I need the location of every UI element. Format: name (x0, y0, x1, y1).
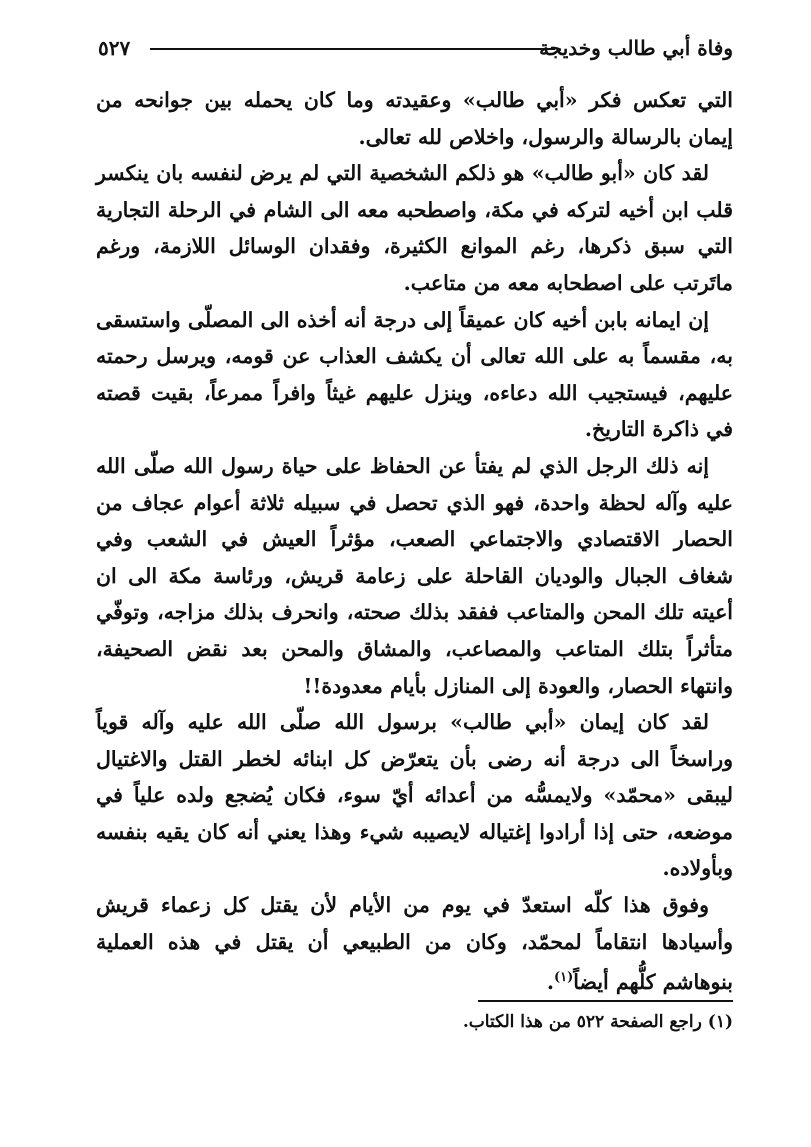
paragraph-6 (96, 887, 733, 1001)
footnote: (١) راجع الصفحة ٥٢٢ من هذا الكتاب. (462, 1012, 733, 1032)
page-header (98, 34, 733, 66)
chapter-title: وفاة أبي طالب وخديجة (539, 36, 733, 60)
paragraph-2: لقد كان «أبو طالب» هو ذلكم الشخصية التي لم يرض لنفسه بان ينكسر قلب ابن أخيه لتركه في مكة، واصطحبه معه الى الشام في الرحلة التجارية التي سبق ذكرها، رغم الموانع الكثيرة، وفقدان الوسائل اللازمة، ورغم ماتَرتب على اصطحابه معه من متاعب. (96, 161, 733, 295)
paragraph-3: إن ايمانه بابن أخيه كان عميقاً إلى درجة أنه أخذه الى المصلّى واستسقى به، مقسماً به على الله تعالى أن يكشف العذاب عن قومه، ويرسل رحمته عليهم، فيستجيب الله دعاءه، وينزل عليهم غيثاً وافراً ممرعاً، بقيت قصته في ذاكرة التاريخ. (96, 307, 733, 442)
paragraph-1: التي تعكس فكر «أبي طالب» وعقيدته وما كان يحمله بين جوانحه من إيمان بالرسالة والرسول، واخلاص لله تعالى. (96, 88, 733, 149)
paragraph-4: إنه ذلك الرجل الذي لم يفتأ عن الحفاظ على حياة رسول الله صلّى الله عليه وآله لحظة واحدة، فهو الذي تحصل في سبيله ثلاثة أعوام عجاف من الحصار الاقتصادي والاجتماعي الصعب، مؤثراً العيش في الشعب وفي شغاف الجبال والوديان القاحلة على زعامة قريش، ورئاسة مكة الى ان أعيته تلك المحن والمتاعب ففقد بذلك صحته، وانحرف بذلك مزاجه، وتوفّي متأثراً بتلك المتاعب والمصاعب، والمشاق والمحن بعد نقض الصحيفة، وانتهاء الحصار، والعودة إلى المنازل بأيام معدودة!! (96, 453, 733, 698)
footnote-separator (478, 1000, 733, 1002)
footnote-reference: (١) (554, 970, 574, 986)
paragraph-6-end: . (546, 970, 554, 995)
paragraph-6-text: وفوق هذا كلّه استعدّ في يوم من الأيام لأن يقتل كل زعماء قريش وأسيادها انتقاماً لمحمّد، وكان من الطبيعي أن يقتل في هذه العملية بنوهاشم كلُّهم أيضاً (96, 893, 733, 995)
paragraph-5: لقد كان إيمان «أبي طالب» برسول الله صلّى الله عليه وآله قوياً وراسخاً الى درجة أنه رضى بأن يتعرّض كل ابنائه لخطر القتل والاغتيال ليبقى «محمّد» ولايمسُّه من أعدائه أيّ سوء، فكان يُضجع ولده علياً في موضعه، حتى إذا أرادوا إغتياله لايصيبه شيء وهذا يعني أنه كان يقيه بنفسه وبأولاده. (96, 710, 733, 881)
page-number: ٥٢٧ (98, 36, 131, 60)
header-rule (150, 48, 555, 50)
page-body (96, 82, 733, 1001)
